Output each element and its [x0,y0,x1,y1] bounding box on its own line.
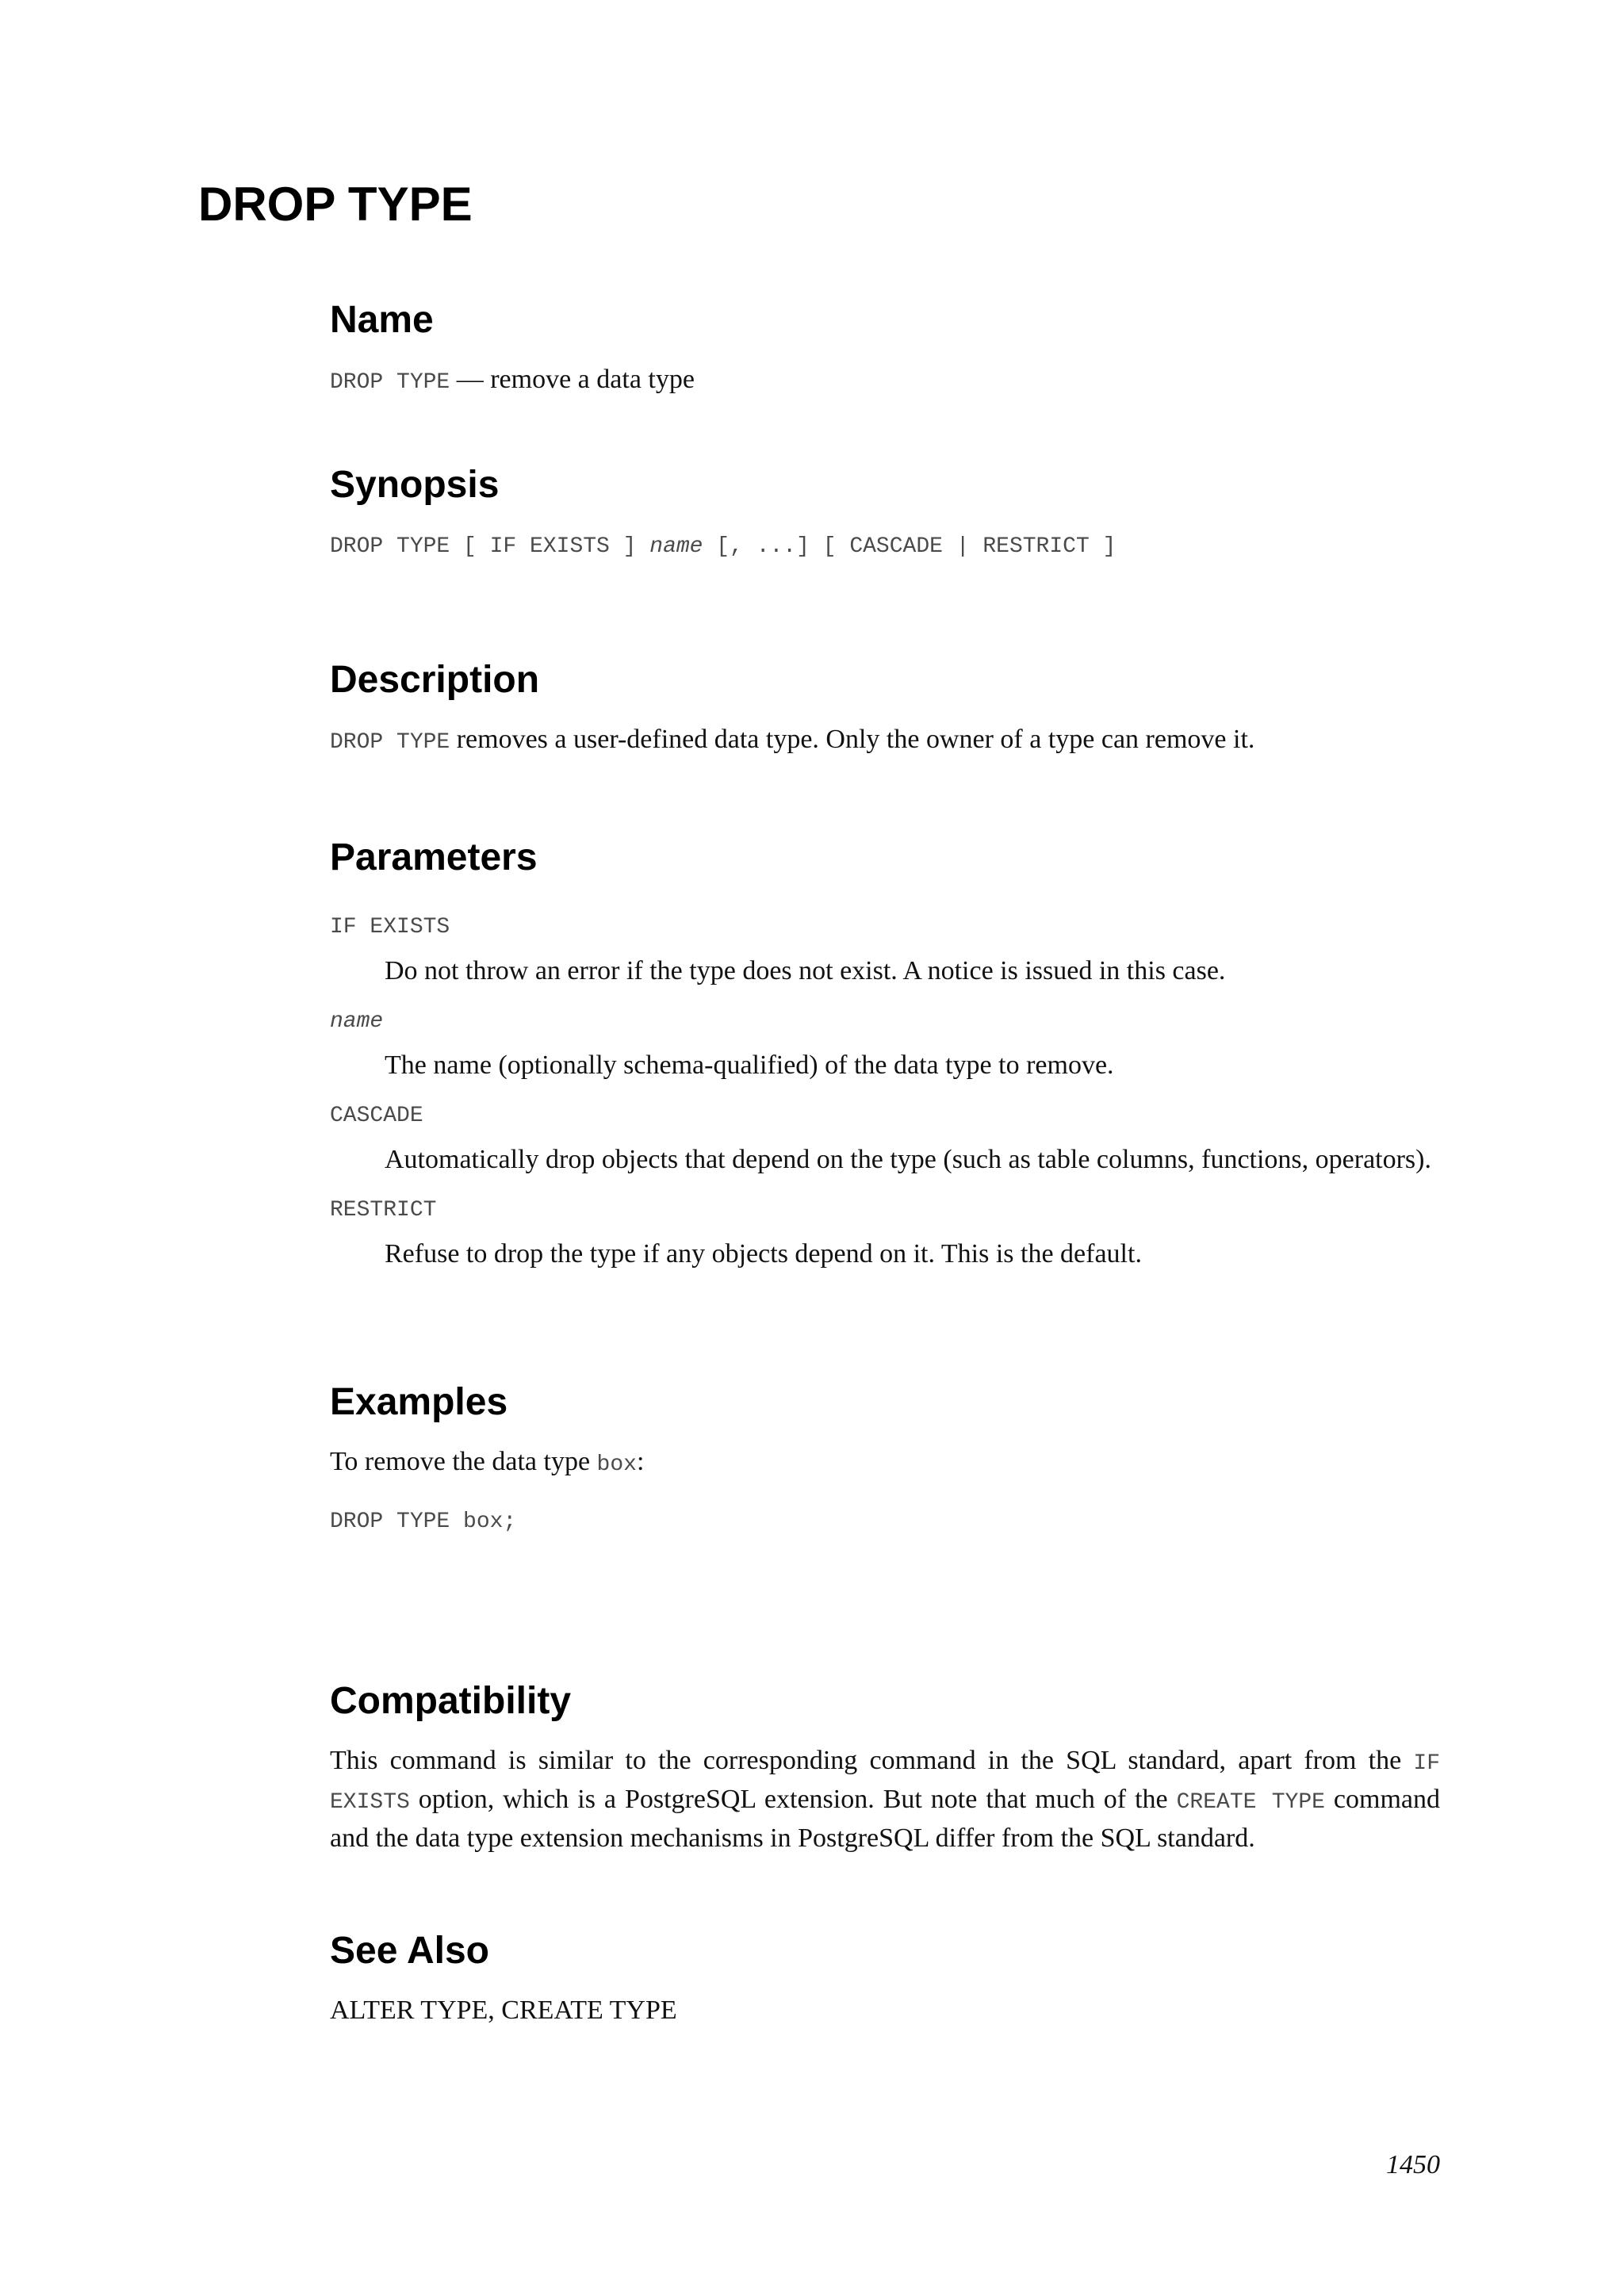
synopsis-part1: DROP TYPE [ IF EXISTS ] [330,534,650,559]
page-title: DROP TYPE [198,178,473,231]
name-command: DROP TYPE [330,370,450,395]
name-section [330,301,1440,400]
compatibility-text-2: option, which is a PostgreSQL extension. But note that much of the [409,1785,1177,1814]
examples-section [330,1383,1440,1538]
see-also-section [330,1932,1440,2028]
description-heading: Description [330,659,540,701]
description-body: removes a user-defined data type. Only the owner of a type can remove it. [450,725,1255,754]
name-summary [330,362,1440,400]
param-def-if-exists: Do not throw an error if the type does not exist. A notice is issued in this case. [385,956,1226,985]
compatibility-code-if-exists: IF EXISTS [330,1751,1440,1815]
param-def-name: The name (optionally schema-qualified) of the data type to remove. [385,1050,1114,1080]
param-term-cascade: CASCADE [330,1104,423,1128]
synopsis-part2: [, ...] [ CASCADE | RESTRICT ] [703,534,1116,559]
examples-intro-before: To remove the data type [330,1447,597,1476]
name-heading: Name [330,299,434,341]
compatibility-text-1: This command is similar to the corresponding command in the SQL standard, apart from the [330,1746,1414,1775]
examples-code: DROP TYPE box; [330,1510,517,1534]
compatibility-heading: Compatibility [330,1680,572,1722]
compatibility-text [330,1743,1440,1856]
param-term-name: name [330,1009,384,1034]
name-summary-text: — remove a data type [456,365,695,394]
parameters-section [330,836,1440,1272]
param-def-restrict: Refuse to drop the type if any objects depend on it. This is the default. [385,1239,1142,1269]
examples-intro-code: box [596,1452,637,1477]
description-text [330,721,1440,760]
compatibility-code-create-type: CREATE TYPE [1176,1790,1325,1815]
param-term-restrict: RESTRICT [330,1198,437,1223]
page-number: 1450 [1386,2150,1440,2179]
compatibility-text-3: command and the data type extension mechanisms in PostgreSQL differ from the SQL standard. [330,1785,1440,1853]
synopsis-code [330,531,1440,563]
synopsis-name-param: name [649,534,703,559]
parameters-list [330,912,1440,1272]
synopsis-section [330,466,1440,563]
examples-heading: Examples [330,1381,508,1423]
see-also-heading: See Also [330,1930,489,1972]
description-section [330,661,1440,760]
examples-intro [330,1444,1440,1483]
see-also-text: ALTER TYPE, CREATE TYPE [330,1996,677,2025]
param-term-if-exists: IF EXISTS [330,915,450,939]
examples-intro-after: : [636,1447,645,1476]
description-command: DROP TYPE [330,730,450,755]
synopsis-heading: Synopsis [330,464,500,506]
parameters-heading: Parameters [330,836,538,878]
compatibility-section [330,1682,1440,1856]
param-def-cascade: Automatically drop objects that depend on the type (such as table columns, functions, operators). [385,1145,1431,1174]
